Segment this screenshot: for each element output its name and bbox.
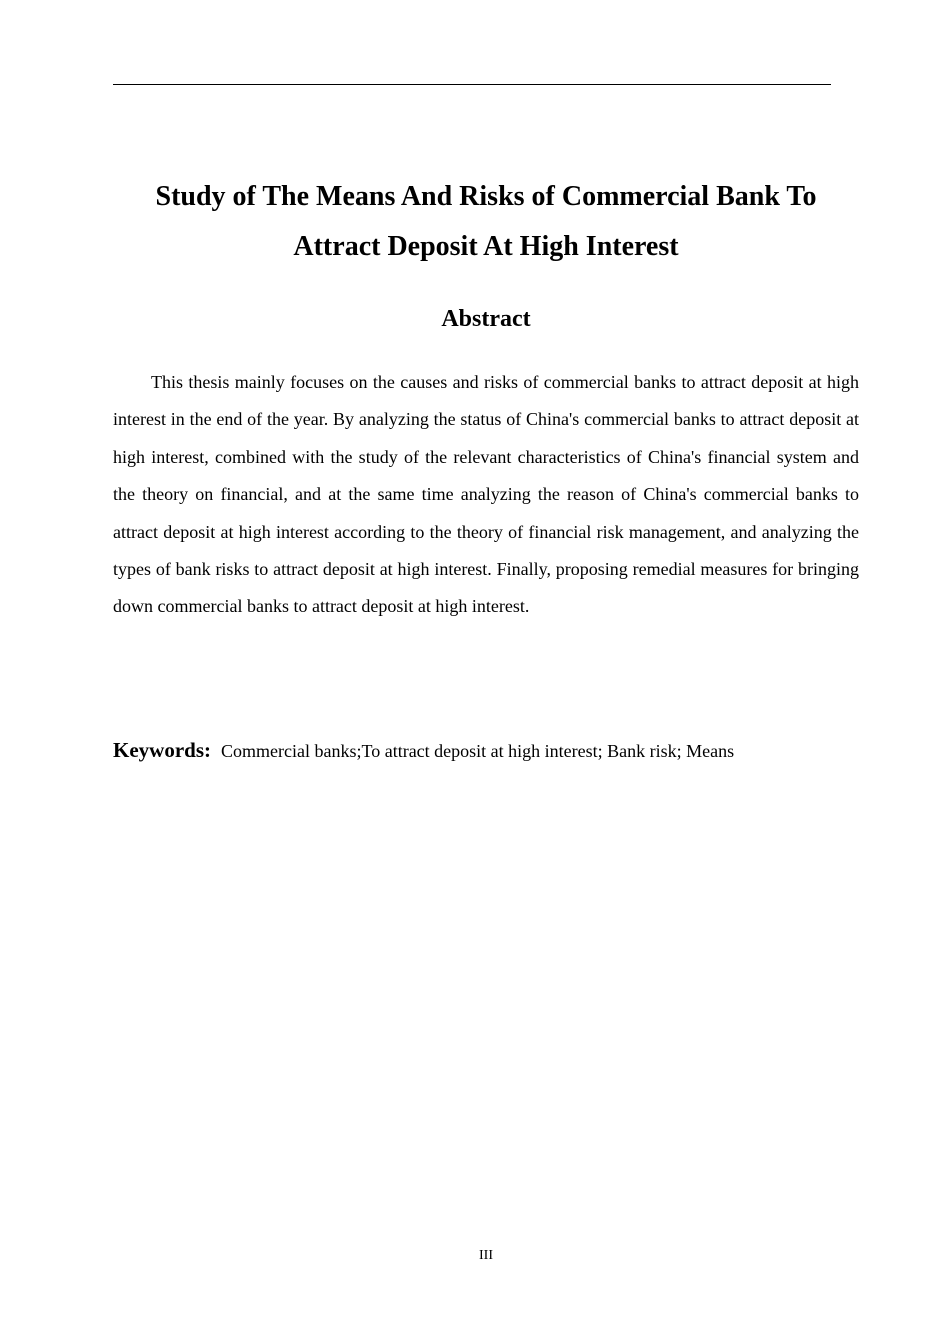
- paper-title: [113, 172, 859, 272]
- keywords-text: Commercial banks;To attract deposit at high interest; Bank risk; Means: [221, 741, 735, 761]
- keywords-colon: :: [204, 738, 211, 762]
- paper-title-line-2: Attract Deposit At High Interest: [293, 231, 679, 262]
- abstract-body: This thesis mainly focuses on the causes and risks of commercial banks to attract deposit at high interest in the end of the year. By analyzing the status of China's commercial banks to attract deposit at high interest, combined with the study of the relevant characteristics of China's financial system and the theory on financial, and at the same time analyzing the reason of China's commercial banks to attract deposit at high interest according to the theory of financial risk management, and analyzing the types of bank risks to attract deposit at high interest. Finally, proposing remedial measures for bringing down commercial banks to attract deposit at high interest.: [113, 372, 859, 617]
- paper-title-line-1: Study of The Means And Risks of Commercial Bank To: [155, 181, 817, 212]
- keywords-label: Keywords: [113, 738, 204, 762]
- header-rule: [113, 84, 831, 85]
- page-number: III: [479, 1248, 493, 1263]
- abstract-heading: Abstract: [441, 306, 531, 332]
- keywords-line: [113, 732, 859, 769]
